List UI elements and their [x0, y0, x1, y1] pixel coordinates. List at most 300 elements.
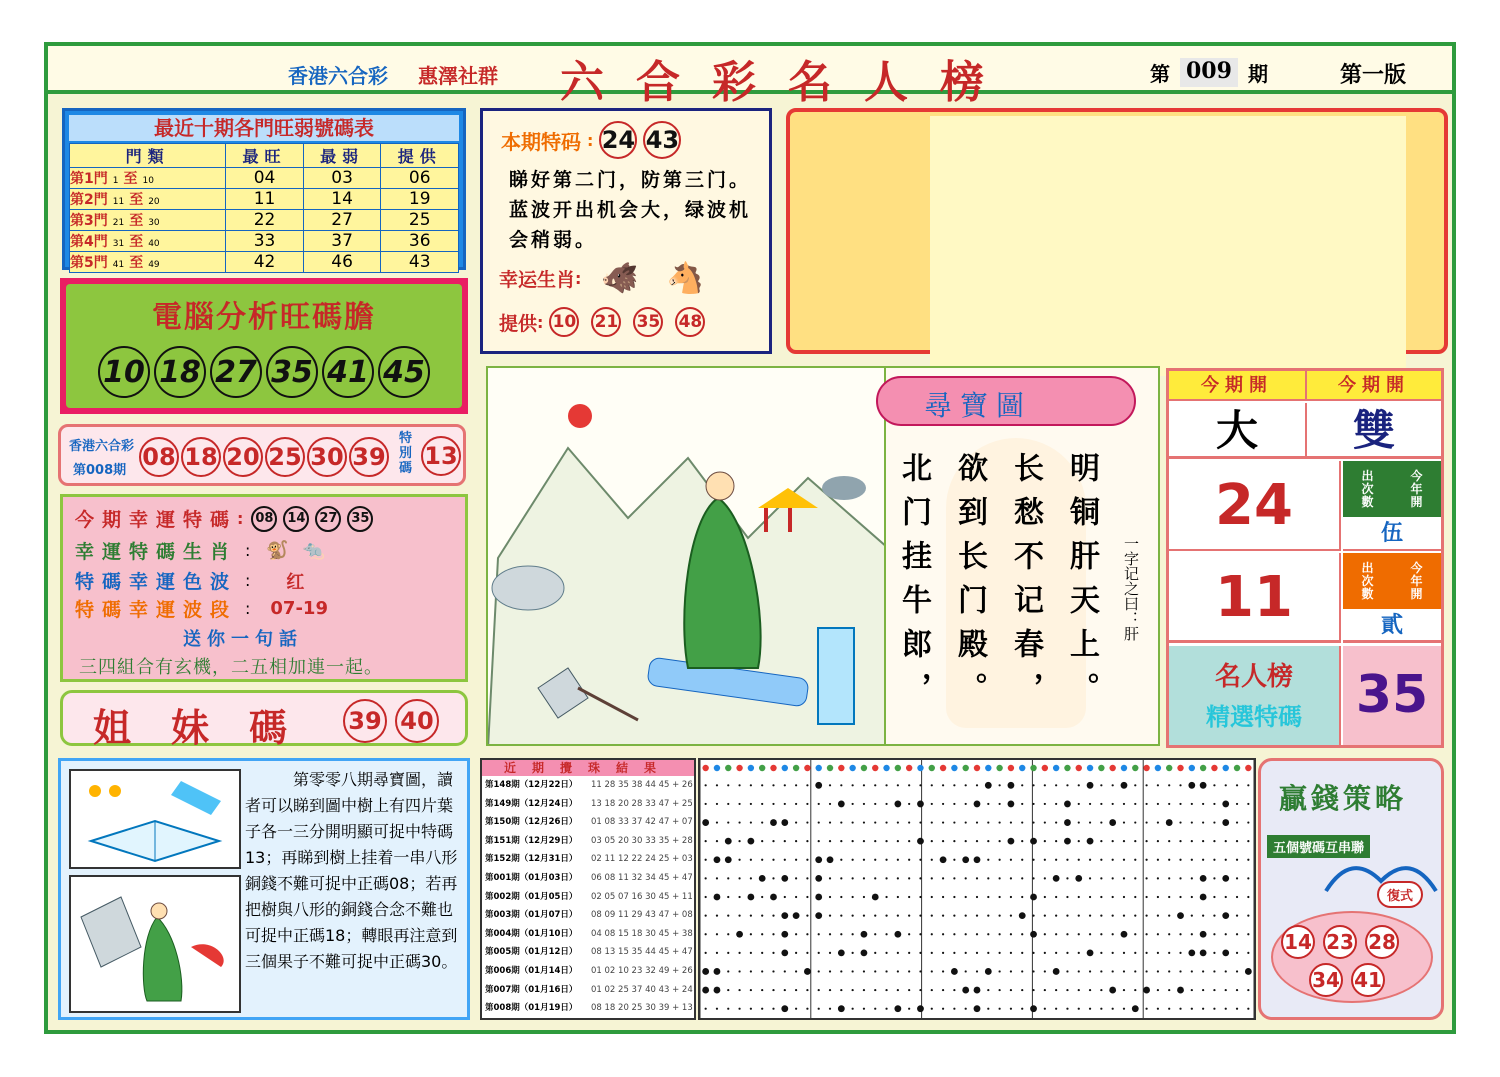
history-period: 第005期（01月12日）: [485, 947, 578, 958]
history-row: [482, 869, 694, 888]
trend-dot: [1134, 784, 1136, 786]
trend-hit-dot: [1222, 819, 1229, 826]
header-left-1: 香港六合彩: [288, 64, 388, 88]
trend-dot: [1191, 1008, 1193, 1010]
trend-hit-dot: [1177, 987, 1184, 994]
trend-hit-dot: [1200, 875, 1207, 882]
trend-dot: [1066, 970, 1068, 972]
trend-dot: [784, 784, 786, 786]
trend-hit-dot: [1188, 949, 1195, 956]
trend-dot: [1089, 989, 1091, 991]
trend-dot: [863, 877, 865, 879]
trend-dot: [852, 970, 854, 972]
trend-dot: [885, 915, 887, 917]
trend-dot: [1089, 915, 1091, 917]
trend-dot: [931, 784, 933, 786]
trend-dot: [829, 803, 831, 805]
trend-dot: [1123, 970, 1125, 972]
trend-dot: [795, 933, 797, 935]
trend-dot: [1145, 970, 1147, 972]
sister-number: 39: [343, 699, 387, 743]
trend-dot: [1157, 877, 1159, 879]
header-left-2: 惠澤社群: [418, 64, 498, 88]
trend-dot: [840, 840, 842, 842]
trend-dot: [1100, 803, 1102, 805]
door-table-title: 最近十期各門旺弱號碼表: [69, 115, 459, 141]
trend-dot: [1112, 840, 1114, 842]
trend-dot: [874, 952, 876, 954]
trend-dot: [795, 1008, 797, 1010]
trend-hit-dot: [827, 856, 834, 863]
trend-dot: [1010, 970, 1012, 972]
trend-dot: [1055, 840, 1057, 842]
trend-hit-dot: [974, 1005, 981, 1012]
trend-dot: [705, 933, 707, 935]
strategy-panel: [1258, 758, 1444, 1020]
trend-dot: [1100, 1008, 1102, 1010]
famous-label-1: 名人榜: [1214, 662, 1293, 692]
trend-dot: [1010, 989, 1012, 991]
trend-dot: [840, 970, 842, 972]
trend-dot: [919, 877, 921, 879]
trend-hit-dot: [894, 801, 901, 808]
trend-dot: [1202, 803, 1204, 805]
trend-hit-dot: [951, 968, 958, 975]
trend-dot: [1213, 821, 1215, 823]
trend-dot: [1112, 784, 1114, 786]
trend-header-ball: [861, 765, 867, 771]
trend-header-ball: [1109, 765, 1115, 771]
trend-dot: [1010, 952, 1012, 954]
trend-dot: [908, 803, 910, 805]
trend-dot: [1236, 989, 1238, 991]
trend-header-ball: [895, 765, 901, 771]
trend-dot: [1213, 896, 1215, 898]
trend-dot: [931, 877, 933, 879]
trend-dot: [1236, 952, 1238, 954]
last-result-number: 39: [349, 437, 389, 477]
trend-dot: [1021, 989, 1023, 991]
trend-dot: [1225, 989, 1227, 991]
trend-header-ball: [770, 765, 776, 771]
trend-dot: [1134, 821, 1136, 823]
special-code-number: 24: [599, 121, 637, 159]
trend-dot: [1247, 989, 1249, 991]
special-code-text: 睇好第二门，防第三门。蓝波开出机会大，绿波机会稍弱。: [509, 169, 752, 251]
history-period: 第151期（12月29日）: [485, 835, 578, 846]
door-min-cell: 37: [303, 231, 381, 252]
trend-dot: [1179, 803, 1181, 805]
today-n2-tag: [1343, 553, 1441, 609]
trend-dot: [1191, 803, 1193, 805]
trend-dot: [1089, 803, 1091, 805]
trend-dot: [874, 784, 876, 786]
trend-dot: [705, 952, 707, 954]
trend-dot: [1112, 877, 1114, 879]
trend-dot: [908, 896, 910, 898]
trend-dot: [738, 970, 740, 972]
trend-dot: [840, 784, 842, 786]
trend-dot: [829, 896, 831, 898]
trend-dot: [999, 933, 1001, 935]
give-number: 48: [675, 307, 705, 337]
trend-dot: [1191, 877, 1193, 879]
trend-dot: [1123, 952, 1125, 954]
trend-dot: [919, 859, 921, 861]
trend-dot: [806, 803, 808, 805]
trend-dot: [1168, 859, 1170, 861]
trend-dot: [705, 840, 707, 842]
trend-dot: [1145, 952, 1147, 954]
history-period: 第150期（12月26日）: [485, 817, 578, 828]
trend-dot: [852, 821, 854, 823]
trend-dot: [1179, 840, 1181, 842]
trend-dot: [738, 877, 740, 879]
trend-header-ball: [816, 765, 822, 771]
door-table-row: [70, 210, 459, 231]
trend-hit-dot: [747, 838, 754, 845]
trend-dot: [1202, 970, 1204, 972]
trend-dot: [1145, 896, 1147, 898]
strategy-number: 28: [1365, 925, 1399, 959]
trend-dot: [953, 821, 955, 823]
trend-header-ball: [748, 765, 754, 771]
trend-dot: [1236, 803, 1238, 805]
give-numbers: [549, 307, 705, 337]
door-table-row: [70, 252, 459, 273]
trend-dot: [738, 1008, 740, 1010]
trend-dot: [1078, 1008, 1080, 1010]
trend-dot: [976, 952, 978, 954]
famous-label-2: 精選特碼: [1206, 703, 1302, 731]
trend-dot: [1247, 821, 1249, 823]
trend-dot: [761, 989, 763, 991]
trend-dot: [1044, 859, 1046, 861]
scene-illustration: [486, 366, 886, 746]
trend-dot: [738, 915, 740, 917]
trend-dot: [1089, 933, 1091, 935]
trend-header-ball: [1098, 765, 1104, 771]
lucky-zodiac-icon: 🐒: [266, 540, 289, 561]
computer-number: 10: [98, 346, 150, 398]
trend-hit-dot: [1064, 819, 1071, 826]
trend-dot: [953, 933, 955, 935]
trend-dot: [1168, 933, 1170, 935]
trend-dot: [1134, 989, 1136, 991]
trend-dot: [1225, 840, 1227, 842]
trend-hit-dot: [702, 987, 709, 994]
trend-dot: [1236, 784, 1238, 786]
trend-dot: [1044, 896, 1046, 898]
trend-header-ball: [759, 765, 765, 771]
last-result-label-1: 香港六合彩: [69, 439, 135, 454]
trend-dot: [1021, 821, 1023, 823]
door-min-cell: 46: [303, 252, 381, 273]
trend-header-ball: [1008, 765, 1014, 771]
trend-dot: [806, 840, 808, 842]
trend-header-ball: [849, 765, 855, 771]
trend-dot: [852, 877, 854, 879]
trend-dot: [1123, 989, 1125, 991]
trend-dot: [976, 970, 978, 972]
trend-hit-dot: [962, 856, 969, 863]
trend-dot: [1032, 952, 1034, 954]
trend-dot: [919, 933, 921, 935]
strategy-number: 23: [1323, 925, 1357, 959]
door-to-word: 至: [129, 234, 144, 250]
door-cell: [70, 168, 226, 189]
trend-dot: [1100, 821, 1102, 823]
door-table-panel: [62, 108, 466, 270]
trend-dot: [716, 877, 718, 879]
trend-dot: [795, 784, 797, 786]
trend-dot: [1032, 989, 1034, 991]
history-numbers: 01 02 10 23 32 49 + 26: [591, 965, 693, 976]
trend-dot: [897, 877, 899, 879]
trend-dot: [750, 821, 752, 823]
trend-dot: [965, 803, 967, 805]
trend-dot: [840, 896, 842, 898]
lucky-number: 14: [283, 506, 309, 532]
trend-dot: [1236, 896, 1238, 898]
trend-hit-dot: [714, 987, 721, 994]
trend-header-ball: [962, 765, 968, 771]
trend-dot: [1066, 859, 1068, 861]
trend-dot: [987, 896, 989, 898]
history-row: [482, 813, 694, 832]
trend-dot: [761, 970, 763, 972]
trend-dot: [1168, 896, 1170, 898]
trend-dot: [750, 784, 752, 786]
poem-column: 北门挂牛郎，: [896, 452, 931, 716]
trend-dot: [818, 970, 820, 972]
trend-dot: [1089, 859, 1091, 861]
history-period: 第002期（01月05日）: [485, 891, 578, 902]
history-rows: [482, 776, 694, 1018]
trend-dot: [806, 859, 808, 861]
special-label: 特別碼: [399, 431, 413, 476]
today-n1-tag-2: 今年開: [1410, 468, 1423, 509]
trend-header-ball: [1019, 765, 1025, 771]
give-number: 35: [633, 307, 663, 337]
trend-hit-dot: [1121, 782, 1128, 789]
trend-dot: [885, 840, 887, 842]
trend-dot: [1100, 840, 1102, 842]
trend-hit-dot: [917, 838, 924, 845]
trend-dot: [885, 970, 887, 972]
trend-dot: [942, 970, 944, 972]
door-table-row: [70, 168, 459, 189]
trend-header-ball: [1076, 765, 1082, 771]
door-to-word: 至: [129, 192, 144, 208]
trend-dot: [1191, 859, 1193, 861]
book-illustration: [69, 769, 241, 869]
trend-dot: [897, 821, 899, 823]
history-row: [482, 906, 694, 925]
trend-dot: [761, 803, 763, 805]
trend-dot: [1213, 989, 1215, 991]
trend-hit-dot: [781, 912, 788, 919]
trend-hit-dot: [781, 949, 788, 956]
trend-dot: [1247, 933, 1249, 935]
trend-dot: [1055, 952, 1057, 954]
trend-dot: [738, 803, 740, 805]
trend-dot: [942, 933, 944, 935]
trend-hit-dot: [714, 856, 721, 863]
door-cell: [70, 189, 226, 210]
trend-dot: [795, 821, 797, 823]
trend-dot: [1078, 821, 1080, 823]
trend-dot: [976, 840, 978, 842]
trend-dot: [999, 859, 1001, 861]
trend-dot: [908, 859, 910, 861]
trend-dot: [1123, 859, 1125, 861]
special-code-panel: 本期特码 : 24 43 睇好第二门，防第三门。蓝波开出机会大，绿波机会稍弱。 幸运生肖 : 🐗 🐴 提供 : 10 21 35 48: [480, 108, 772, 354]
trend-dot: [1213, 803, 1215, 805]
trend-hit-dot: [974, 801, 981, 808]
trend-dot: [840, 877, 842, 879]
door-to: 10: [142, 176, 154, 186]
lucky-range: 07-19: [270, 598, 328, 619]
trend-dot: [1236, 859, 1238, 861]
give-number: 21: [591, 307, 621, 337]
issue-prefix: 第: [1150, 62, 1170, 86]
trend-dot: [987, 989, 989, 991]
computer-number: 27: [210, 346, 262, 398]
lucky-zodiac-icon-2: 🐀: [302, 540, 326, 561]
trend-header-ball: [1143, 765, 1149, 771]
today-big: 大: [1169, 403, 1307, 459]
trend-dot: [750, 933, 752, 935]
history-numbers: 06 08 11 32 34 45 + 47: [591, 872, 693, 883]
trend-dot: [1078, 840, 1080, 842]
trend-dot: [1145, 859, 1147, 861]
trend-dot: [942, 784, 944, 786]
poem-column: 明铜肝天上。: [1064, 452, 1099, 716]
trend-dot: [999, 915, 1001, 917]
trend-dot: [1055, 933, 1057, 935]
trend-dot: [761, 1008, 763, 1010]
door-max-cell: 42: [226, 252, 304, 273]
trend-dot: [1010, 915, 1012, 917]
trend-hit-dot: [1008, 838, 1015, 845]
trend-dot: [1123, 840, 1125, 842]
trend-dot: [1100, 859, 1102, 861]
trend-hit-dot: [974, 856, 981, 863]
lucky-number: 35: [347, 506, 373, 532]
trend-dot: [705, 1008, 707, 1010]
trend-header-ball: [1155, 765, 1161, 771]
history-period: 第004期（01月10日）: [485, 928, 578, 939]
trend-dot: [897, 840, 899, 842]
trend-dot: [1213, 1008, 1215, 1010]
trend-hit-dot: [1053, 875, 1060, 882]
history-row: [482, 925, 694, 944]
trend-dot: [840, 859, 842, 861]
trend-dot: [1044, 840, 1046, 842]
trend-dot: [1089, 821, 1091, 823]
trend-dot: [1202, 989, 1204, 991]
trend-dot: [818, 1008, 820, 1010]
trend-dot: [795, 970, 797, 972]
trend-dot: [1168, 840, 1170, 842]
trend-dot: [829, 840, 831, 842]
trend-dot: [953, 952, 955, 954]
trend-dot: [761, 915, 763, 917]
trend-dot: [761, 784, 763, 786]
trend-dot: [852, 859, 854, 861]
trend-dot: [1032, 970, 1034, 972]
trend-dot: [953, 896, 955, 898]
special-code-label: 本期特码: [501, 129, 581, 154]
trend-dot: [750, 803, 752, 805]
trend-dot: [1078, 803, 1080, 805]
trend-header-ball: [1245, 765, 1251, 771]
trend-dot: [1100, 784, 1102, 786]
special-number: 13: [421, 436, 461, 476]
trend-dot: [999, 952, 1001, 954]
trend-dot: [1225, 1008, 1227, 1010]
trend-dot: [999, 989, 1001, 991]
trend-dot: [772, 970, 774, 972]
trend-dot: [795, 859, 797, 861]
trend-dot: [795, 840, 797, 842]
trend-header-ball: [929, 765, 935, 771]
trend-hit-dot: [1222, 912, 1229, 919]
trend-dot: [1066, 896, 1068, 898]
trend-dot: [806, 784, 808, 786]
trend-dot: [1157, 970, 1159, 972]
trend-dot: [908, 952, 910, 954]
trend-dot: [965, 933, 967, 935]
last-result-numbers: [139, 437, 389, 477]
trend-hit-dot: [1087, 949, 1094, 956]
trend-dot: [1213, 970, 1215, 972]
trend-dot: [908, 933, 910, 935]
trend-hit-dot: [861, 949, 868, 956]
trend-dot: [919, 784, 921, 786]
history-period: 第149期（12月24日）: [485, 798, 578, 809]
trend-dot: [750, 1008, 752, 1010]
trend-dot: [863, 859, 865, 861]
trend-header-ball: [1234, 765, 1240, 771]
sister-label: 姐妹碼: [93, 705, 328, 750]
trend-dot: [1078, 896, 1080, 898]
trend-hit-dot: [962, 987, 969, 994]
trend-dot: [852, 840, 854, 842]
trend-dot: [1225, 933, 1227, 935]
trend-dot: [1100, 896, 1102, 898]
trend-dot: [897, 896, 899, 898]
trend-dot: [716, 933, 718, 935]
door-give-cell: 06: [381, 168, 459, 189]
trend-dot: [750, 915, 752, 917]
history-numbers: 02 11 12 22 24 25 + 03: [591, 854, 693, 865]
door-max-cell: 22: [226, 210, 304, 231]
history-period: 第007期（01月16日）: [485, 984, 578, 995]
trend-hit-dot: [747, 894, 754, 901]
trend-dot: [1055, 915, 1057, 917]
trend-dot: [999, 840, 1001, 842]
trend-dot: [1055, 989, 1057, 991]
lucky-numbers: [251, 506, 373, 532]
door-name: 第3門: [70, 213, 108, 229]
computer-number: 45: [378, 346, 430, 398]
trend-dot: [806, 896, 808, 898]
trend-dot: [1112, 915, 1114, 917]
trend-hit-dot: [1064, 801, 1071, 808]
trend-dot: [772, 989, 774, 991]
